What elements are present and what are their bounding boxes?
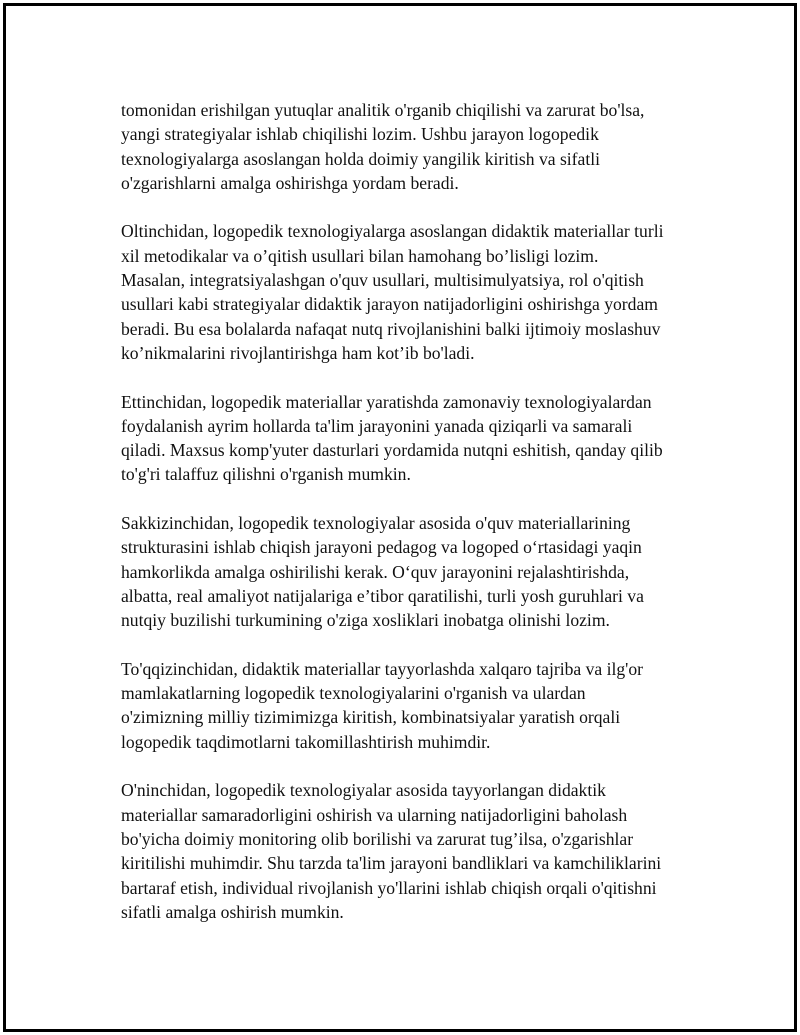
text-line: bo'yicha doimiy monitoring olib borilishi va zarurat tug’ilsa, o'zgarishlar <box>121 828 634 849</box>
text-line: yangi strategiyalar ishlab chiqilishi lozim. Ushbu jarayon logopedik <box>121 124 599 145</box>
text-line: o'zgarishlarni amalga oshirishga yordam beradi. <box>121 172 459 193</box>
text-line: bartaraf etish, individual rivojlanish yo'llarini ishlab chiqish orqali o'qitishni <box>121 877 657 898</box>
text-line: Ettinchidan, logopedik materiallar yaratishda zamonaviy texnologiyalardan <box>121 391 652 412</box>
paragraph-2 <box>121 219 706 365</box>
text-line: to'g'ri talaffuz qilishni o'rganish mumkin. <box>121 464 411 485</box>
text-line: texnologiyalarga asoslangan holda doimiy yangilik kiritish va sifatli <box>121 148 601 169</box>
text-line: strukturasini ishlab chiqish jarayoni pedagog va logoped o‘rtasidagi yaqin <box>121 537 642 558</box>
text-line: materiallar samaradorligini oshirish va ularning natijadorligini baholash <box>121 804 628 825</box>
text-line: beradi. Bu esa bolalarda nafaqat nutq rivojlanishini balki ijtimoiy moslashuv <box>121 318 661 339</box>
text-line: kiritilishi muhimdir. Shu tarzda ta'lim jarayoni bandliklari va kamchiliklarini <box>121 853 662 874</box>
text-line: o'zimizning milliy tizimimizga kiritish, kombinatsiyalar yaratish orqali <box>121 707 621 728</box>
text-line: nutqiy buzilishi turkumining o'ziga xosliklari inobatga olinishi lozim. <box>121 610 610 631</box>
text-line: Masalan, integratsiyalashgan o'quv usullari, multisimulyatsiya, rol o'qitish <box>121 270 644 291</box>
text-line: tomonidan erishilgan yutuqlar analitik o'rganib chiqilishi va zarurat bo'lsa, <box>121 100 645 120</box>
text-line: foydalanish ayrim hollarda ta'lim jarayonini yanada qiziqarli va samarali <box>121 415 633 436</box>
paragraph-5 <box>121 657 706 754</box>
text-line: ko’nikmalarini rivojlantirishga ham kot’ib bo'ladi. <box>121 342 475 363</box>
document-page <box>3 3 797 1032</box>
text-line: sifatli amalga oshirish mumkin. <box>121 901 344 922</box>
text-line: hamkorlikda amalga oshirilishi kerak. O‘quv jarayonini rejalashtirishda, <box>121 561 630 582</box>
text-line: To'qqizinchidan, didaktik materiallar tayyorlashda xalqaro tajriba va ilg'or <box>121 658 643 679</box>
text-line: Oltinchidan, logopedik texnologiyalarga asoslangan didaktik materiallar turli <box>121 221 664 242</box>
paragraph-3 <box>121 390 706 487</box>
text-line: xil metodikalar va o’qitish usullari bilan hamohang bo’lisligi lozim. <box>121 245 599 266</box>
paragraph-1 <box>121 98 706 195</box>
text-line: Sakkizinchidan, logopedik texnologiyalar asosida o'quv materiallarining <box>121 513 631 534</box>
text-line: mamlakatlarning logopedik texnologiyalarini o'rganish va ulardan <box>121 683 586 704</box>
text-line: logopedik taqdimotlarni takomillashtirish muhimdir. <box>121 731 491 752</box>
paragraph-6 <box>121 778 706 924</box>
text-line: qiladi. Maxsus komp'yuter dasturlari yordamida nutqni eshitish, qanday qilib <box>121 440 663 461</box>
text-line: albatta, real amaliyot natijalariga e’tibor qaratilishi, turli yosh guruhlari va <box>121 585 644 606</box>
document-body <box>121 98 706 948</box>
paragraph-4 <box>121 511 706 632</box>
text-line: usullari kabi strategiyalar didaktik jarayon natijadorligini oshirishga yordam <box>121 294 658 315</box>
text-line: O'ninchidan, logopedik texnologiyalar asosida tayyorlangan didaktik <box>121 780 606 801</box>
